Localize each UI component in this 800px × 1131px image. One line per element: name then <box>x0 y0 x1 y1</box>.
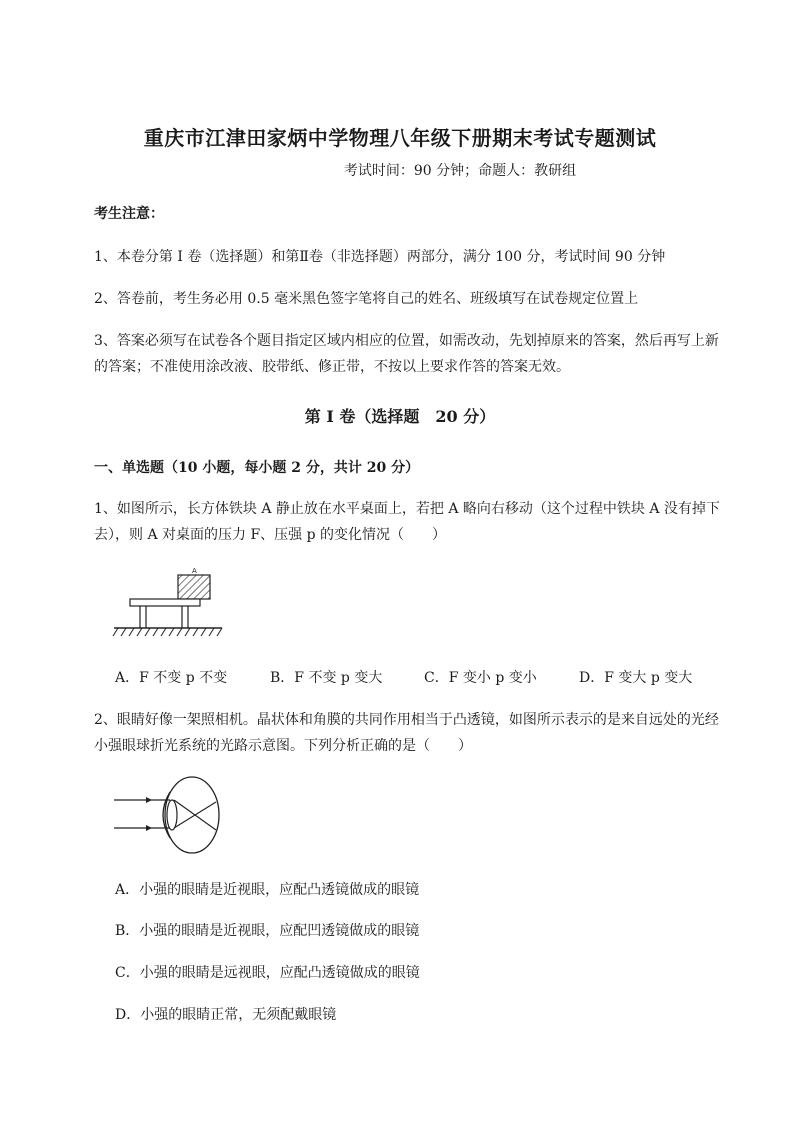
table-block-figure <box>110 562 230 640</box>
q1-option-c[interactable]: C．F 变小 p 变小 <box>424 670 537 686</box>
q2-option-a[interactable]: A．小强的眼睛是近视眼，应配凸透镜做成的眼镜 <box>115 882 420 898</box>
q1-option-a[interactable]: A．F 不变 p 不变 <box>115 670 228 686</box>
exam-info: 考试时间：90 分钟；命题人：教研组 <box>343 163 577 179</box>
notice-item-3: 3、答案必须写在试卷各个题目指定区域内相应的位置，如需改动，先划掉原来的答案，然后再写上新 <box>94 333 719 349</box>
question-1-line-2: 去），则 A 对桌面的压力 F、压强 p 的变化情况（ ） <box>94 527 447 543</box>
q1-option-b[interactable]: B．F 不变 p 变大 <box>270 670 383 686</box>
block-a <box>178 575 210 599</box>
notice-item-3-cont: 的答案；不准使用涂改液、胶带纸、修正带，不按以上要求作答的答案无效。 <box>94 359 570 375</box>
question-1-line-1: 1、如图所示，长方体铁块 A 静止放在水平桌面上，若把 A 略向右移动（这个过程中铁块 A 没有掉下 <box>94 501 720 517</box>
eye-ray-diagram <box>112 770 224 860</box>
question-2-line-1: 2、眼睛好像一架照相机。晶状体和角膜的共同作用相当于凸透镜，如图所示表示的是来自远处的光经 <box>94 712 719 728</box>
table-top <box>130 599 200 606</box>
part-heading: 一、单选题（10 小题，每小题 2 分，共计 20 分） <box>94 460 420 476</box>
block-label: A <box>192 567 197 575</box>
eyeball <box>165 777 219 853</box>
q1-option-d[interactable]: D．F 变大 p 变大 <box>579 670 693 686</box>
section-title: 第 I 卷（选择题 20 分） <box>304 407 496 426</box>
question-2-line-2: 小强眼球折光系统的光路示意图。下列分析正确的是（ ） <box>94 738 472 754</box>
q2-option-d[interactable]: D．小强的眼睛正常，无须配戴眼镜 <box>115 1007 337 1023</box>
notice-item-2: 2、答卷前，考生务必用 0.5 毫米黑色签字笔将自己的姓名、班级填写在试卷规定位置上 <box>94 291 639 307</box>
q2-option-c[interactable]: C．小强的眼睛是远视眼，应配凸透镜做成的眼镜 <box>115 965 420 981</box>
page-title: 重庆市江津田家炳中学物理八年级下册期末考试专题测试 <box>143 126 657 150</box>
q2-option-b[interactable]: B．小强的眼睛是近视眼，应配凹透镜做成的眼镜 <box>115 923 420 939</box>
lens <box>167 800 177 830</box>
notice-heading: 考生注意： <box>94 206 164 222</box>
notice-item-1: 1、本卷分第 I 卷（选择题）和第Ⅱ卷（非选择题）两部分，满分 100 分，考试时间 90 分钟 <box>94 249 666 265</box>
